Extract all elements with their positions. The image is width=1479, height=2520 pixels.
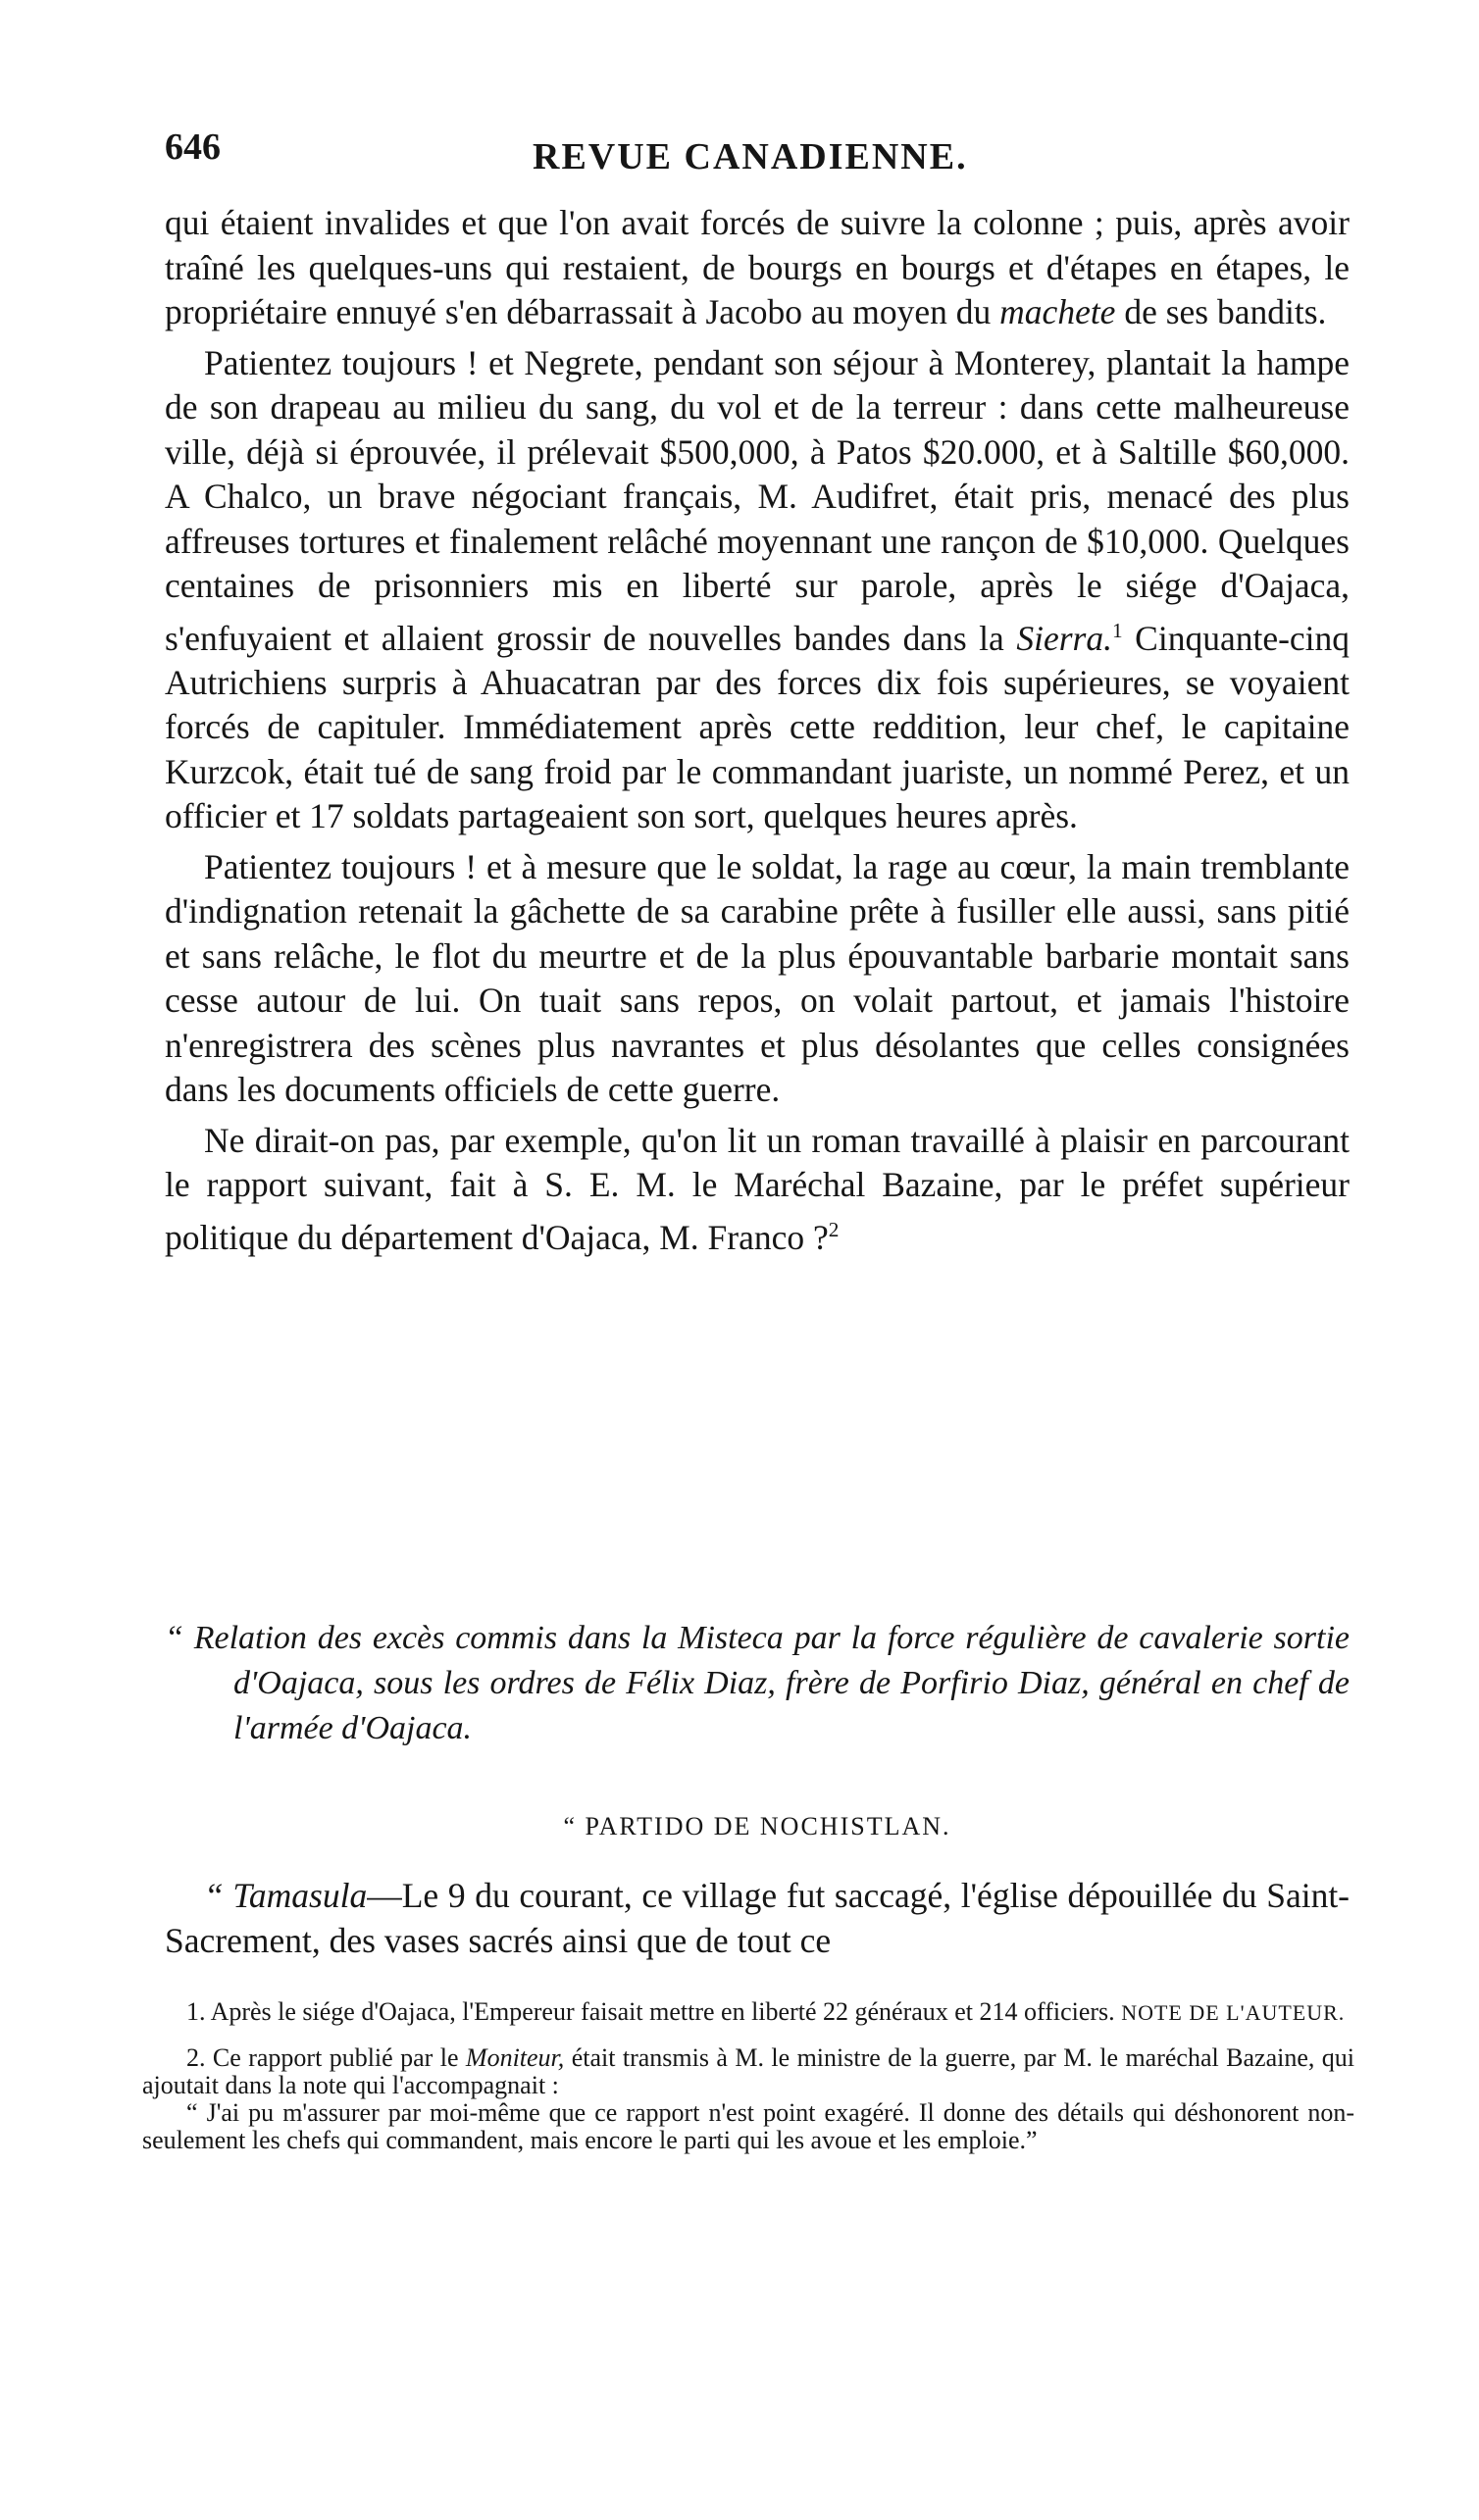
paragraph: Patientez toujours ! et Negrete, pendant son séjour à Monterey, plantait la hampe de son drapeau au milieu du sang, du vol et de la terreur : dans cette malheureuse ville, déjà si éprouvée, il prélevait $500,000, à Patos $20.000, et à Saltille $60,000. A Chalco, un brave négociant français, M. Audifret, était pris, menacé des plus affreuses tortures et finalement relâché moyennant une rançon de $10,000. Quelques centaines de prisonniers mis en liberté sur parole, après le siége d'Oajaca, s'enfuyaient et allaient grossir de nouvelles bandes dans la Sierra.$^1$ Cinquante-cinq Autrichiens surpris à Ahuacatran par des forces dix fois supérieures, se voyaient forcés de capituler. Immédiatement après cette reddition, leur chef, le capitaine Kurzcok, était tué de sang froid par le commandant juariste, un nommé Perez, et un officier et 17 soldats partageaient son sort, quelques heures après. [165,342,1351,836]
paragraph: qui étaient invalides et que l'on avait forcés de suivre la colonne ; puis, après avoir traîné les quelques-uns qui restaient, de bourgs en bourgs et d'étapes en étapes, le propriétaire ennuyé s'en débarrassait à Jacobo au moyen du machete de ses bandits. [165,203,1350,331]
footnote-marker: 1 [1111,618,1123,642]
section-heading: “ PARTIDO DE NOCHISTLAN. [563,1812,951,1840]
footnotes [142,1998,1354,2172]
paragraph: Patientez toujours ! et à mesure que le soldat, la rage au cœur, la main tremblante d'indignation retenait la gâchette de sa carabine prête à fusiller elle aussi, sans pitié et sans relâche, le flot du meurtre et de la plus épouvantable barbarie montait sans cesse autour de lui. On tuait sans repos, on volait partout, et jamais l'histoire n'enregistrera des scènes plus navrantes et plus désolantes que celles consignées dans les documents officiels de cette guerre. [165,846,1350,1110]
paragraph: Ne dirait-on pas, par exemple, qu'on lit un roman travaillé à plaisir en parcourant le rapport suivant, fait à S. E. M. le Maréchal Bazaine, par le préfet supérieur politique du département d'Oajaca, M. Franco ?$^2$ [165,1120,1350,1257]
body-text [165,201,1350,1260]
footnote-quote: “ J'ai pu m'assurer par moi-même que ce rapport n'est point exagéré. Il donne des détails qui déshonorent non-seulement les chefs qui commandent, mais encore le parti qui les avoue et les emploie.” [142,2098,1354,2154]
footnote-marker: 2 [828,1217,840,1241]
quote-body: “ Tamasula—Le 9 du courant, ce village fut saccagé, l'église dépouillée du Saint-Sacrement, des vases sacrés ainsi que de tout ce [165,1876,1351,1960]
page-number: 646 [165,126,221,168]
footnote-1: 1. Après le siége d'Oajaca, l'Empereur faisait mettre en liberté 22 généraux et 214 officiers. NOTE DE L'AUTEUR. [186,1997,1346,2026]
quote-heading: “ Relation des excès commis dans la Misteca par la force régulière de cavalerie sortie d'Oajaca, sous les ordres de Félix Diaz, frère de Porfirio Diaz, général en chef de l'armée d'Oajaca. [165,1620,1350,1746]
footnote-2: 2. Ce rapport publié par le Moniteur, était transmis à M. le ministre de la guerre, par M. le maréchal Bazaine, qui ajoutait dans la note qui l'accompagnait : “ J'ai pu m'assurer par moi-même que ce rapport n'est point exagéré. Il donne des détails qui déshonorent non-seulement les chefs qui commandent, mais encore le parti qui les avoue et les emploie.” [142,2043,1355,2154]
running-head: REVUE CANADIENNE. [533,136,968,177]
page-header [165,126,1350,184]
